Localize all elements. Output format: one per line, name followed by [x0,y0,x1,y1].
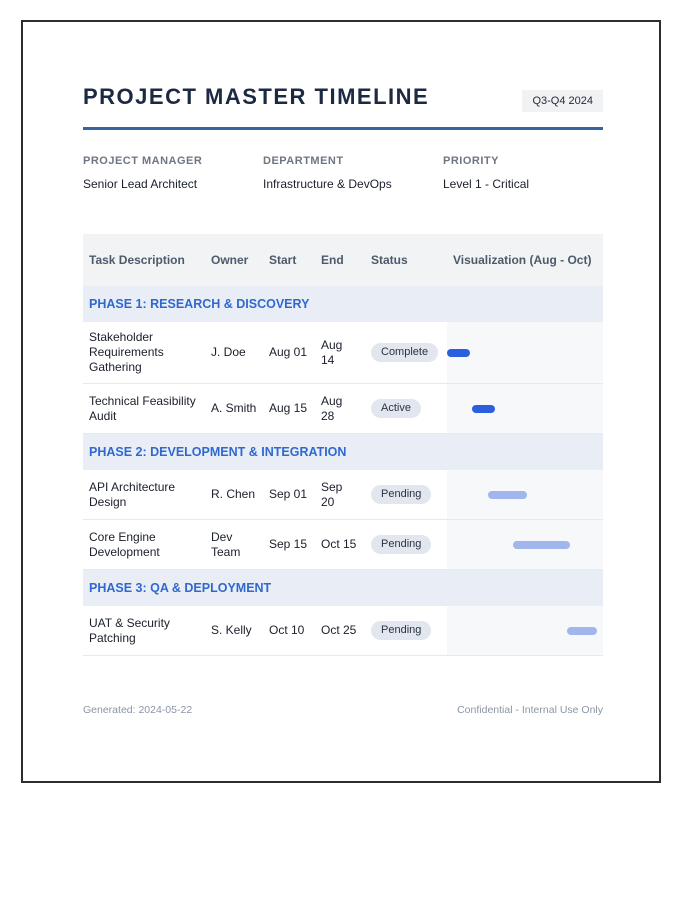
gantt-bar [447,349,470,357]
gantt-cell [447,384,603,433]
gantt-cell [447,520,603,569]
gantt-bar [513,541,571,549]
status-cell [365,470,447,519]
table-body [83,286,603,656]
column-header: Visualization (Aug - Oct) [453,252,592,267]
column-header: Start [269,252,297,267]
status-badge: Pending [371,621,431,641]
phase-header-row: PHASE 3: QA & DEPLOYMENT [83,570,603,606]
meta-value: Senior Lead Architect [83,177,198,191]
period-badge: Q3-Q4 2024 [522,90,603,112]
gantt-cell [447,606,603,655]
task-cell: Stakeholder Requirements Gathering [89,330,164,374]
start-cell: Sep 15 [269,537,308,551]
status-cell [365,322,447,383]
task-cell: Core Engine Development [89,529,160,559]
task-cell: UAT & Security Patching [89,615,170,645]
table-row [83,606,603,656]
column-header: Status [371,252,408,267]
owner-cell: S. Kelly [211,623,252,637]
column-header: End [321,252,344,267]
status-cell [365,520,447,569]
owner-cell: J. Doe [211,345,246,359]
status-cell [365,384,447,433]
timeline-table [83,234,603,656]
column-header: Owner [211,252,249,267]
table-row [83,322,603,384]
meta-label: PRIORITY [443,155,499,167]
page-title: PROJECT MASTER TIMELINE [83,84,430,109]
report-header [83,84,603,112]
generated-date: Generated: 2024-05-22 [83,704,193,716]
end-cell: Oct 15 [321,537,357,551]
confidential-note: Confidential - Internal Use Only [457,704,603,716]
start-cell: Sep 01 [269,487,308,501]
meta-label: DEPARTMENT [263,155,344,167]
gantt-bar [488,491,527,499]
owner-cell: A. Smith [211,401,257,415]
owner-cell: R. Chen [211,487,256,501]
status-badge: Active [371,399,421,419]
gantt-cell [447,470,603,519]
status-cell [365,606,447,655]
gantt-bar [567,627,597,635]
start-cell: Oct 10 [269,623,305,637]
task-cell: Technical Feasibility Audit [89,393,196,423]
status-badge: Pending [371,535,431,555]
owner-cell: Dev Team [211,529,241,559]
end-cell: Aug 28 [321,393,343,423]
task-cell: API Architecture Design [89,479,176,509]
start-cell: Aug 01 [269,345,308,359]
table-row [83,470,603,520]
status-badge: Complete [371,343,438,363]
meta-value: Infrastructure & DevOps [263,177,392,191]
gantt-bar [472,405,495,413]
end-cell: Oct 25 [321,623,357,637]
meta-item [443,155,603,191]
phase-header-row: PHASE 1: RESEARCH & DISCOVERY [83,286,603,322]
column-header: Task Description [89,252,185,267]
meta-label: PROJECT MANAGER [83,155,203,167]
end-cell: Aug 14 [321,337,343,367]
table-row [83,520,603,570]
phase-header-row: PHASE 2: DEVELOPMENT & INTEGRATION [83,434,603,470]
status-badge: Pending [371,485,431,505]
meta-section [83,155,603,191]
table-row [83,384,603,434]
report-footer [83,704,603,716]
document-page [21,20,661,783]
gantt-cell [447,322,603,383]
header-divider [83,127,603,130]
start-cell: Aug 15 [269,401,308,415]
table-header-row [83,234,603,286]
end-cell: Sep 20 [321,479,343,509]
meta-item [83,155,263,191]
meta-value: Level 1 - Critical [443,177,530,191]
meta-item [263,155,443,191]
